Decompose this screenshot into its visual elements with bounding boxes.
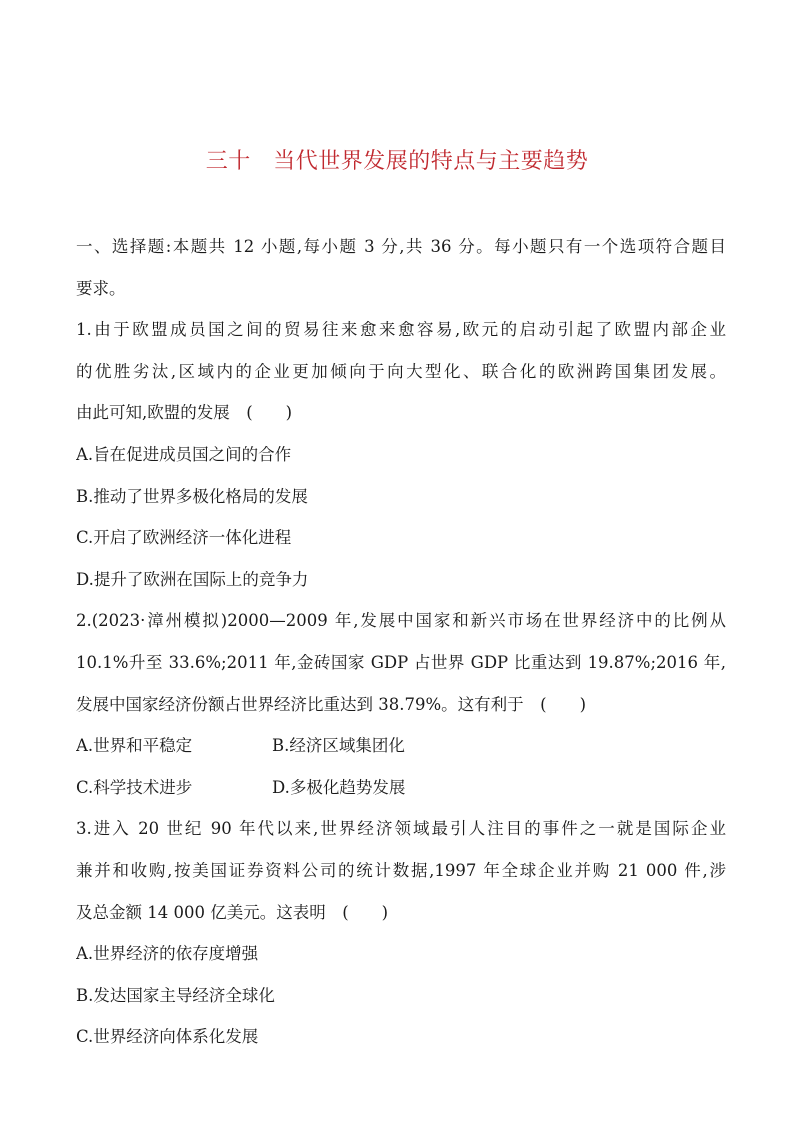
question-2-stem-line-3: 发展中国家经济份额占世界经济比重达到 38.79%。这有利于 ( ) xyxy=(76,694,587,714)
question-2-options-row-2 xyxy=(76,767,726,809)
question-1-stem-line-3: 由此可知,欧盟的发展 ( ) xyxy=(76,403,293,423)
question-3-stem-line-3: 及总金额 14 000 亿美元。这表明 ( ) xyxy=(76,902,389,922)
question-2-option-b: B.经济区域集团化 xyxy=(272,736,405,756)
page-title: 三十 当代世界发展的特点与主要趋势 xyxy=(205,149,589,174)
question-2 xyxy=(76,600,726,808)
question-2-stem-line-2: 10.1%升至 33.6%;2011 年,金砖国家 GDP 占世界 GDP 比重达到 19.87%;2016 年, xyxy=(76,652,726,672)
question-2-option-c: C.科学技术进步 xyxy=(76,777,193,797)
question-2-stem-line-1: 2.(2023·漳州模拟)2000—2009 年,发展中国家和新兴市场在世界经济中的比例从 xyxy=(76,611,726,631)
question-3 xyxy=(76,808,726,1058)
question-1-stem-line-1: 1.由于欧盟成员国之间的贸易往来愈来愈容易,欧元的启动引起了欧盟内部企业 xyxy=(76,320,726,340)
question-1-stem-line-2: 的优胜劣汰,区域内的企业更加倾向于向大型化、联合化的欧洲跨国集团发展。 xyxy=(76,361,726,381)
question-3-stem-line-1: 3.进入 20 世纪 90 年代以来,世界经济领域最引人注目的事件之一就是国际企业 xyxy=(76,819,726,839)
question-3-option-b: B.发达国家主导经济全球化 xyxy=(76,985,275,1005)
question-1-option-c: C.开启了欧洲经济一体化进程 xyxy=(76,528,292,548)
question-1-option-a: A.旨在促进成员国之间的合作 xyxy=(76,444,292,464)
question-3-option-c: C.世界经济向体系化发展 xyxy=(76,1027,259,1047)
question-3-stem-line-2: 兼并和收购,按美国证券资料公司的统计数据,1997 年全球企业并购 21 000 件,涉 xyxy=(76,860,726,880)
question-2-option-d: D.多极化趋势发展 xyxy=(272,777,406,797)
section-instruction-line-2: 要求。 xyxy=(76,278,126,298)
question-1-option-d: D.提升了欧洲在国际上的竞争力 xyxy=(76,569,309,589)
question-2-options-row-1 xyxy=(76,725,726,767)
question-1-option-b: B.推动了世界多极化格局的发展 xyxy=(76,486,308,506)
question-content xyxy=(76,226,726,1058)
section-instruction-line-1: 一、选择题:本题共 12 小题,每小题 3 分,共 36 分。每小题只有一个选项符合题目 xyxy=(76,237,726,256)
question-2-option-a: A.世界和平稳定 xyxy=(76,736,193,756)
question-1 xyxy=(76,309,726,600)
question-3-option-a: A.世界经济的依存度增强 xyxy=(76,944,259,964)
